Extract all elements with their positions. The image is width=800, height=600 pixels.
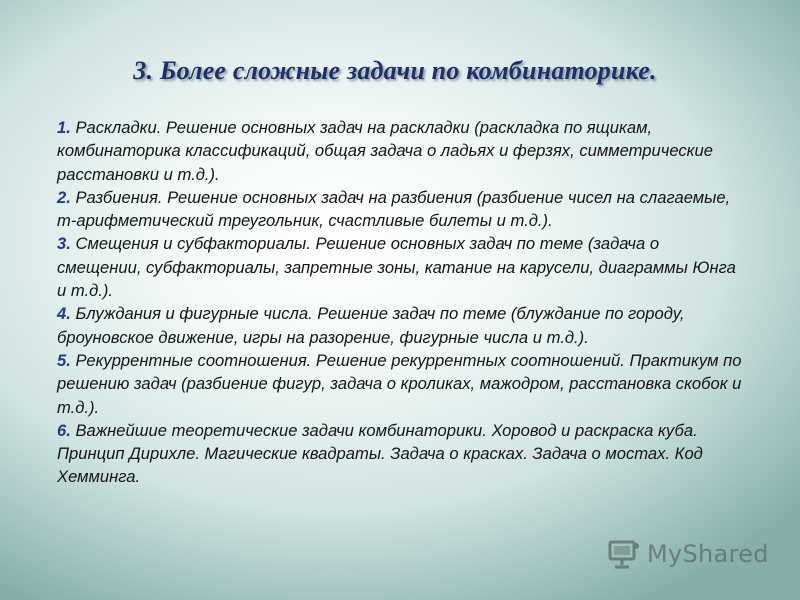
topic-number: 5.	[57, 350, 71, 370]
topic-list	[57, 116, 747, 489]
topic-number: 1.	[57, 118, 71, 137]
presentation-screen-icon	[607, 537, 641, 571]
topic-item-5	[57, 349, 747, 419]
topic-item-4	[57, 302, 747, 349]
topic-text: Разбиения. Решение основных задач на разбиения (разбиение чисел на слагаемые, m-арифметический треугольник, счастливые билеты и т.д.).	[57, 187, 731, 231]
topic-text: Рекуррентные соотношения. Решение рекуррентных соотношений. Практикум по решению задач (разбиение фигур, задача о кроликах, мажодром, расстановка скобок и т.д.).	[57, 350, 742, 417]
topic-text: Раскладки. Решение основных задач на раскладки (раскладка по ящикам, комбинаторика классификаций, общая задача о ладьях и ферзях, симметрические расстановки и т.д.).	[57, 118, 713, 184]
topic-item-6	[57, 419, 747, 489]
slide-title: 3. Более сложные задачи по комбинаторике.	[133, 56, 657, 85]
myshared-watermark	[607, 536, 769, 572]
topic-text: Блуждания и фигурные числа. Решение задач по теме (блуждание по городу, броуновское движение, игры на разорение, фигурные числа и т.д.).	[57, 304, 685, 347]
topic-text: Важнейшие теоретические задачи комбинаторики. Хоровод и раскраска куба. Принцип Дирихле. Магические квадраты. Задача о красках. Задача о мостах. Код Хемминга.	[57, 420, 703, 487]
topic-text: Смещения и субфакториалы. Решение основных задач по теме (задача о смещении, субфакториалы, запретные зоны, катание на карусели, диаграммы Юнга и т.д.).	[57, 234, 736, 301]
topic-number: 4.	[57, 304, 71, 324]
topic-item-2	[57, 186, 747, 233]
topic-number: 3.	[57, 234, 71, 254]
topic-item-3	[57, 232, 747, 302]
topic-item-1	[57, 116, 747, 186]
watermark-text: MyShared	[647, 540, 769, 568]
topic-number: 6.	[57, 420, 71, 440]
topic-number: 2.	[57, 187, 71, 207]
